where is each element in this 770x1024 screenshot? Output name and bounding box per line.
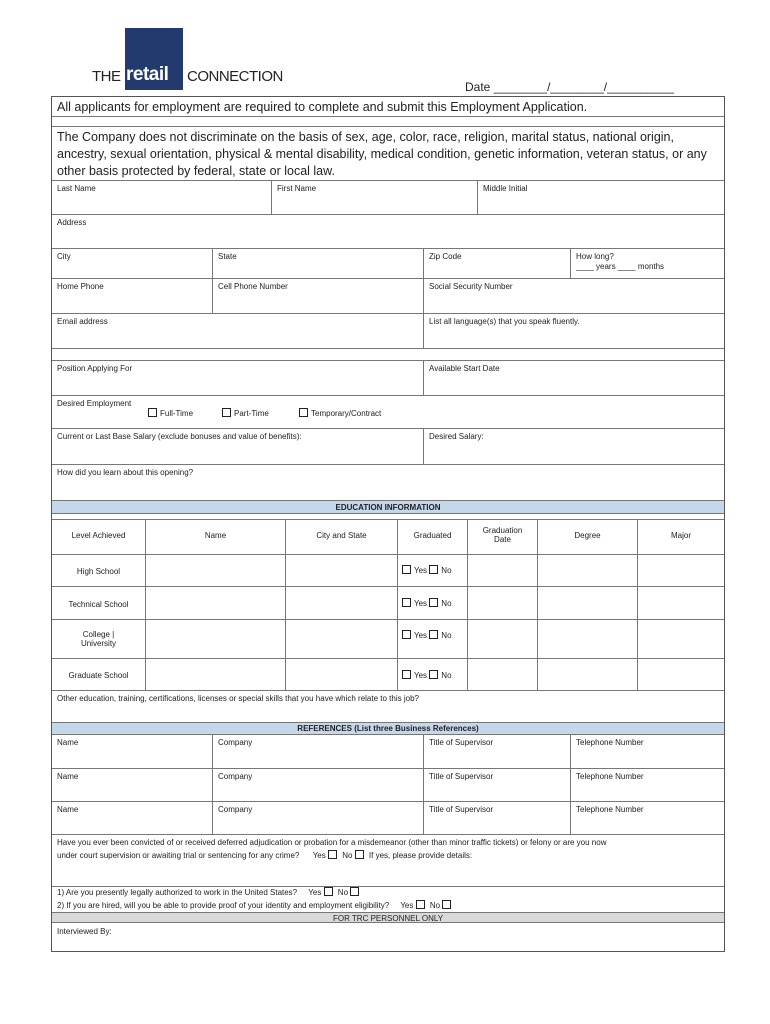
level-label: Technical School bbox=[68, 600, 129, 609]
ref-company-label: Company bbox=[218, 805, 253, 814]
ref-title-label: Title of Supervisor bbox=[429, 805, 494, 814]
school-city-cell[interactable] bbox=[285, 620, 397, 658]
ref-company-field[interactable] bbox=[212, 802, 423, 834]
school-name-cell[interactable] bbox=[145, 620, 285, 658]
conviction-yes-checkbox[interactable] bbox=[328, 850, 337, 859]
conviction-no-checkbox[interactable] bbox=[355, 850, 364, 859]
q1-yes-label: Yes bbox=[308, 888, 322, 897]
logo-retail: retail bbox=[126, 64, 169, 85]
conviction-row bbox=[52, 835, 724, 887]
authorization-q2: 2) If you are hired, will you be able to provide proof of your identity and employment eligibility? bbox=[57, 901, 390, 910]
temporary-checkbox[interactable] bbox=[299, 408, 308, 417]
ref-phone-label: Telephone Number bbox=[576, 738, 644, 747]
col-name bbox=[145, 520, 285, 554]
ref-phone-label: Telephone Number bbox=[576, 805, 644, 814]
zip-field[interactable] bbox=[423, 249, 570, 278]
q2-yes-label: Yes bbox=[400, 901, 414, 910]
level-cell bbox=[52, 587, 145, 619]
level-cell bbox=[52, 659, 145, 690]
graduated-cell bbox=[397, 659, 467, 690]
languages-label: List all language(s) that you speak fluently. bbox=[429, 317, 580, 326]
conviction-question-line1: Have you ever been convicted of or received deferred adjudication or probation for a misdemeanor (other than minor traffic tickets) or felony or are you now bbox=[57, 838, 607, 847]
desired-employment-row bbox=[52, 396, 724, 429]
start-date-label: Available Start Date bbox=[429, 364, 500, 373]
no-checkbox[interactable] bbox=[429, 670, 438, 679]
zip-label: Zip Code bbox=[429, 252, 462, 261]
first-name-label: First Name bbox=[277, 184, 317, 193]
col-city-label: City and State bbox=[316, 531, 367, 540]
current-salary-label: Current or Last Base Salary (exclude bonuses and value of benefits): bbox=[57, 432, 302, 441]
q1-no-checkbox[interactable] bbox=[350, 887, 359, 896]
email-label: Email address bbox=[57, 317, 108, 326]
position-label: Position Applying For bbox=[57, 364, 133, 373]
intro-row bbox=[52, 97, 724, 117]
col-level-label: Level Achieved bbox=[71, 531, 126, 540]
yes-label: Yes bbox=[414, 566, 428, 575]
ref-title-field[interactable] bbox=[423, 769, 570, 801]
yes-checkbox[interactable] bbox=[402, 598, 411, 607]
home-phone-field[interactable] bbox=[52, 279, 212, 313]
middle-initial-label: Middle Initial bbox=[483, 184, 528, 193]
yes-label: Yes bbox=[414, 671, 428, 680]
education-row-technical bbox=[52, 587, 724, 620]
education-row-high-school bbox=[52, 555, 724, 587]
disclaimer-row bbox=[52, 127, 724, 181]
level-cell bbox=[52, 555, 145, 586]
reference-row bbox=[52, 802, 724, 835]
ref-name-label: Name bbox=[57, 805, 79, 814]
q2-no-checkbox[interactable] bbox=[442, 900, 451, 909]
position-field[interactable] bbox=[52, 361, 423, 395]
last-name-label: Last Name bbox=[57, 184, 96, 193]
col-degree-label: Degree bbox=[574, 531, 601, 540]
address-label: Address bbox=[57, 218, 87, 227]
yes-checkbox[interactable] bbox=[402, 565, 411, 574]
school-city-cell[interactable] bbox=[285, 587, 397, 619]
school-name-cell[interactable] bbox=[145, 555, 285, 586]
col-city bbox=[285, 520, 397, 554]
home-phone-label: Home Phone bbox=[57, 282, 104, 291]
ssn-field[interactable] bbox=[423, 279, 724, 313]
reference-row bbox=[52, 769, 724, 802]
degree-cell[interactable] bbox=[537, 659, 637, 690]
reference-row bbox=[52, 735, 724, 769]
ref-name-label: Name bbox=[57, 772, 79, 781]
city-field[interactable] bbox=[52, 249, 212, 278]
col-grad-date-label: Graduation Date bbox=[482, 526, 523, 544]
state-label: State bbox=[218, 252, 237, 261]
level-label: Graduate School bbox=[68, 671, 129, 680]
degree-cell[interactable] bbox=[537, 587, 637, 619]
ref-phone-field[interactable] bbox=[570, 769, 724, 801]
ref-name-field[interactable] bbox=[52, 769, 212, 801]
email-row bbox=[52, 314, 724, 349]
no-checkbox[interactable] bbox=[429, 598, 438, 607]
yes-label: Yes bbox=[414, 631, 428, 640]
graduated-cell bbox=[397, 620, 467, 658]
degree-cell[interactable] bbox=[537, 555, 637, 586]
level-label: College | University bbox=[80, 630, 117, 648]
ref-title-label: Title of Supervisor bbox=[429, 772, 494, 781]
start-date-field[interactable] bbox=[423, 361, 724, 395]
date-field[interactable]: Date ________/________/__________ bbox=[465, 80, 674, 94]
q2-no-label: No bbox=[429, 901, 441, 910]
how-learn-label: How did you learn about this opening? bbox=[57, 468, 194, 477]
no-checkbox[interactable] bbox=[429, 630, 438, 639]
languages-field[interactable] bbox=[423, 314, 724, 348]
current-salary-field[interactable] bbox=[52, 429, 423, 464]
ref-phone-label: Telephone Number bbox=[576, 772, 644, 781]
other-education-label: Other education, training, certifications, licenses or special skills that you have which relate to this job? bbox=[57, 694, 419, 703]
address-row[interactable] bbox=[52, 215, 724, 249]
spacer-row bbox=[52, 349, 724, 361]
school-city-cell[interactable] bbox=[285, 555, 397, 586]
position-row bbox=[52, 361, 724, 396]
desired-employment-label: Desired Employment bbox=[57, 399, 132, 408]
interviewed-label: Interviewed By: bbox=[57, 927, 112, 936]
col-graduated-label: Graduated bbox=[413, 531, 452, 540]
authorization-row bbox=[52, 887, 724, 912]
ref-name-field[interactable] bbox=[52, 802, 212, 834]
intro-text: All applicants for employment are required to complete and submit this Employment Application. bbox=[57, 100, 588, 114]
col-major bbox=[637, 520, 724, 554]
no-checkbox[interactable] bbox=[429, 565, 438, 574]
city-label: City bbox=[57, 252, 71, 261]
temporary-label: Temporary/Contract bbox=[311, 409, 382, 418]
first-name-field[interactable] bbox=[271, 181, 477, 214]
grad-date-cell[interactable] bbox=[467, 659, 537, 690]
logo-the: THE bbox=[92, 68, 121, 85]
major-cell[interactable] bbox=[637, 587, 724, 619]
full-time-checkbox[interactable] bbox=[148, 408, 157, 417]
education-row-college bbox=[52, 620, 724, 659]
part-time-checkbox[interactable] bbox=[222, 408, 231, 417]
conviction-question-line2: under court supervision or awaiting trial or sentencing for any crime? bbox=[57, 851, 300, 860]
q2-yes-checkbox[interactable] bbox=[416, 900, 425, 909]
conviction-details-label: If yes, please provide details: bbox=[368, 851, 473, 860]
city-row bbox=[52, 249, 724, 279]
col-name-label: Name bbox=[204, 531, 227, 540]
grad-date-cell[interactable] bbox=[467, 555, 537, 586]
grad-date-cell[interactable] bbox=[467, 587, 537, 619]
part-time-label: Part-Time bbox=[234, 409, 269, 418]
interviewed-row[interactable] bbox=[52, 924, 724, 951]
graduated-cell bbox=[397, 587, 467, 619]
ref-company-field[interactable] bbox=[212, 735, 423, 768]
temporary-option[interactable] bbox=[299, 408, 381, 418]
email-field[interactable] bbox=[52, 314, 423, 348]
name-row bbox=[52, 181, 724, 215]
ref-company-field[interactable] bbox=[212, 769, 423, 801]
logo-connection: CONNECTION bbox=[187, 68, 283, 85]
school-name-cell[interactable] bbox=[145, 587, 285, 619]
level-cell bbox=[52, 620, 145, 658]
authorization-q1: 1) Are you presently legally authorized to work in the United States? bbox=[57, 888, 298, 897]
ref-company-label: Company bbox=[218, 772, 253, 781]
education-columns-row bbox=[52, 520, 724, 555]
personnel-header: FOR TRC PERSONNEL ONLY bbox=[52, 912, 724, 923]
conviction-yes-label: Yes bbox=[312, 851, 326, 860]
school-city-cell[interactable] bbox=[285, 659, 397, 690]
ref-phone-field[interactable] bbox=[570, 735, 724, 768]
level-label: High School bbox=[76, 567, 121, 576]
how-learn-row[interactable] bbox=[52, 465, 724, 501]
col-major-label: Major bbox=[670, 531, 691, 540]
col-degree bbox=[537, 520, 637, 554]
references-header: REFERENCES (List three Business References) bbox=[52, 723, 724, 735]
yes-checkbox[interactable] bbox=[402, 630, 411, 639]
cell-phone-label: Cell Phone Number bbox=[218, 282, 288, 291]
no-label: No bbox=[441, 599, 452, 608]
ref-company-label: Company bbox=[218, 738, 253, 747]
col-grad-date bbox=[467, 520, 537, 554]
yes-checkbox[interactable] bbox=[402, 670, 411, 679]
cell-phone-field[interactable] bbox=[212, 279, 423, 313]
q1-yes-checkbox[interactable] bbox=[324, 887, 333, 896]
how-long-label: How long? bbox=[576, 252, 614, 261]
yes-label: Yes bbox=[414, 599, 428, 608]
ssn-label: Social Security Number bbox=[429, 282, 513, 291]
ref-name-field[interactable] bbox=[52, 735, 212, 768]
full-time-label: Full-Time bbox=[160, 409, 194, 418]
part-time-option[interactable] bbox=[222, 408, 269, 418]
other-education-row[interactable] bbox=[52, 691, 724, 723]
ref-name-label: Name bbox=[57, 738, 79, 747]
no-label: No bbox=[441, 631, 452, 640]
salary-row bbox=[52, 429, 724, 465]
last-name-field[interactable] bbox=[52, 181, 271, 214]
col-level bbox=[52, 520, 145, 554]
application-form bbox=[51, 96, 725, 952]
education-row-graduate bbox=[52, 659, 724, 691]
spacer-row bbox=[52, 117, 724, 127]
disclaimer-text: The Company does not discriminate on the basis of sex, age, color, race, religion, marital status, national origin, ancestry, sexual orientation, physical & mental disability, medical condition, genetic information, veteran status, or any other basis protected by federal, state or local law. bbox=[57, 130, 707, 178]
how-long-field[interactable] bbox=[570, 249, 724, 278]
ref-title-label: Title of Supervisor bbox=[429, 738, 494, 747]
col-graduated bbox=[397, 520, 467, 554]
degree-cell[interactable] bbox=[537, 620, 637, 658]
q1-no-label: No bbox=[337, 888, 349, 897]
school-name-cell[interactable] bbox=[145, 659, 285, 690]
no-label: No bbox=[441, 671, 452, 680]
grad-date-cell[interactable] bbox=[467, 620, 537, 658]
desired-salary-label: Desired Salary: bbox=[429, 432, 484, 441]
how-long-sub: ____ years ____ months bbox=[576, 262, 665, 271]
full-time-option[interactable] bbox=[148, 408, 193, 418]
graduated-cell bbox=[397, 555, 467, 586]
major-cell[interactable] bbox=[637, 620, 724, 658]
education-header: EDUCATION INFORMATION bbox=[52, 501, 724, 514]
phone-row bbox=[52, 279, 724, 314]
ref-phone-field[interactable] bbox=[570, 802, 724, 834]
major-cell[interactable] bbox=[637, 555, 724, 586]
desired-salary-field[interactable] bbox=[423, 429, 724, 464]
major-cell[interactable] bbox=[637, 659, 724, 690]
ref-title-field[interactable] bbox=[423, 802, 570, 834]
state-field[interactable] bbox=[212, 249, 423, 278]
ref-title-field[interactable] bbox=[423, 735, 570, 768]
middle-initial-field[interactable] bbox=[477, 181, 724, 214]
conviction-no-label: No bbox=[342, 851, 353, 860]
no-label: No bbox=[441, 566, 452, 575]
